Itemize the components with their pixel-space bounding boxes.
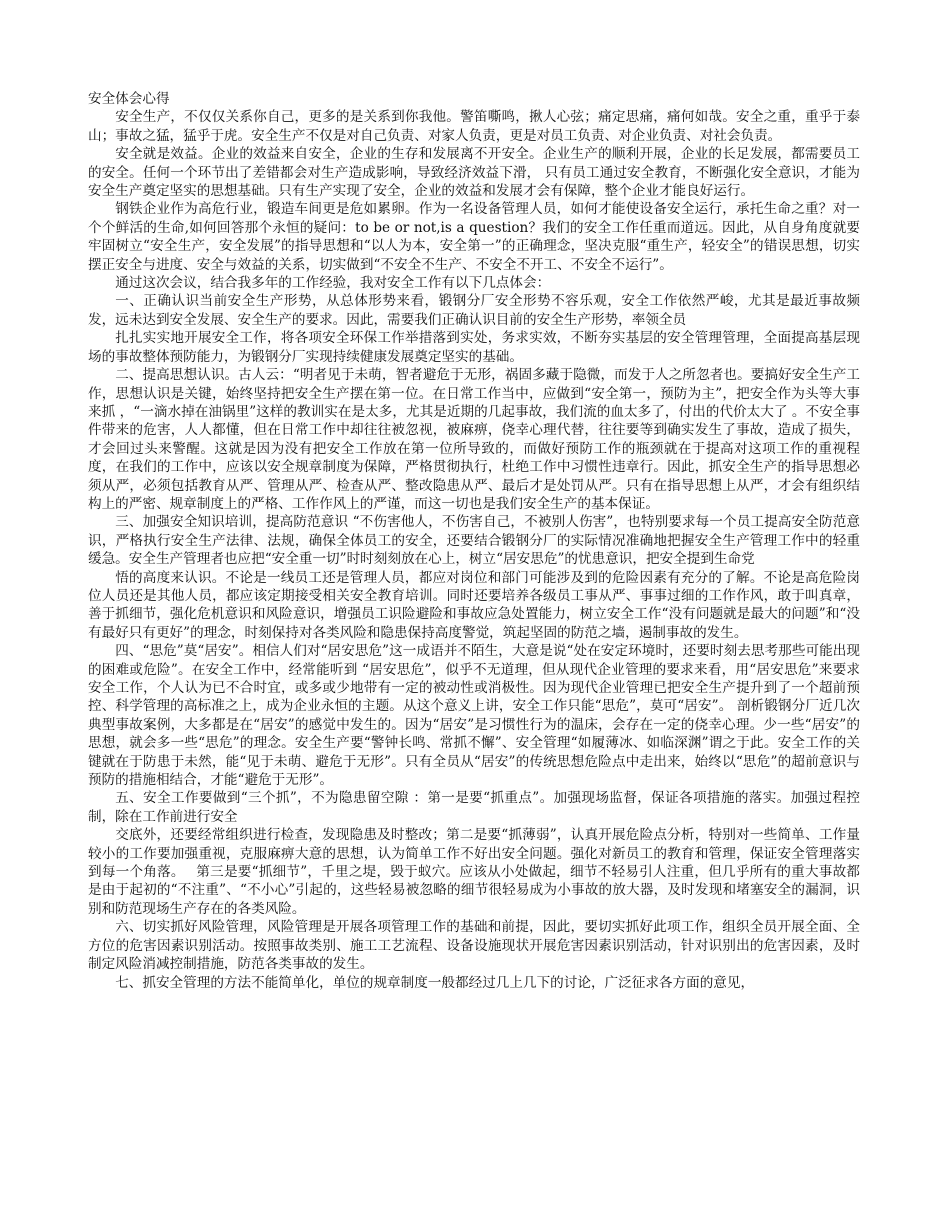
paragraph-point-seven: 七、抓安全管理的方法不能简单化，单位的规章制度一般都经过几上几下的讨论，广泛征求各方面的意见， [115, 974, 755, 991]
document-body [88, 90, 860, 992]
paragraph-point-three-continued: 悟的高度来认识。不论是一线员工还是管理人员，都应对岗位和部门可能涉及到的危险因素有充分的了解。不论是高危险岗位人员还是其他人员，都应该定期接受相关安全教育培训。同时还要培养各级员工事从严、事事过细的工作作风，敢于叫真章，善于抓细节，强化危机意识和风险意识，增强员工识险避险和事故应急处置能力，树立安全工作“没有问题就是最大的问题”和“没有最好只有更好”的理念，时刻保持对各类风险和隐患保持高度警觉，筑起坚固的防范之墙，遏制事故的发生。 [88, 569, 860, 641]
paragraph-point-four: 四、“思危”莫“居安”。相信人们对“居安思危”这一成语并不陌生，大意是说“处在安定环境时，还要时刻去思考那些可能出现的困难或危险”。在安全工作中，经常能听到 “居安思危”，似乎不无道理，但从现代企业管理的要求来看，用“居安思危”来要求安全工作，个人认为已不合时宜，或多或少地带有一定的被动性或消极性。因为现代企业管理已把安全生产提升到了一个超前预控、科学管理的高标准之上，成为企业永恒的主题。从这个意义上讲，安全工作只能“思危”，莫可“居安”。 剖析锻钢分厂近几次典型事故案例，大多都是在“居安”的感觉中发生的。因为“居安”是习惯性行为的温床，会存在一定的侥幸心理。少一些“居安”的思想，就会多一些“思危”的理念。安全生产要“警钟长鸣、常抓不懈”、安全管理“如履薄冰、如临深渊”谓之于此。安全工作的关键就在于防患于未然，能“见于未萌、避危于无形”。只有全员从“居安”的传统思想危险点中走出来，始终以“思危”的超前意识与预防的措施相结合，才能“避危于无形”。 [88, 643, 860, 789]
paragraph-steel-industry: 钢铁企业作为高危行业，锻造车间更是危如累卵。作为一名设备管理人员，如何才能使设备安全运行，承托生命之重？对一个个鲜活的生命,如何回答那个永恒的疑问：to be or not,is a question？我们的安全工作任重而道远。因此，从自身角度就要牢固树立“安全生产，安全发展”的指导思想和“以人为本，安全第一”的正确理念，坚决克服“重生产，轻安全”的错误思想，切实摆正安全与进度、安全与效益的关系，切实做到“不安全不生产、不安全不开工、不安全不运行”。 [88, 201, 860, 273]
paragraph-point-one-continued: 扎扎实实地开展安全工作，将各项安全环保工作举措落到实处，务求实效，不断夯实基层的安全管理管理，全面提高基层现场的事故整体预防能力，为锻钢分厂实现持续健康发展奠定坚实的基础。 [88, 330, 860, 365]
paragraph-meeting-summary: 通过这次会议，结合我多年的工作经验，我对安全工作有以下几点体会： [115, 275, 551, 292]
paragraph-intro: 安全生产，不仅仅关系你自己，更多的是关系到你我他。警笛嘶鸣，揪人心弦；痛定思痛，痛何如哉。安全之重，重乎于泰山；事故之猛，猛乎于虎。安全生产不仅是对自己负责、对家人负责，更是对员工负责、对企业负责、对社会负责。 [88, 109, 860, 144]
paragraph-point-one: 一、正确认识当前安全生产形势，从总体形势来看，锻钢分厂安全形势不容乐观，安全工作依然严峻，尤其是最近事故频发，远未达到安全发展、安全生产的要求。因此，需要我们正确认识目前的安全生产形势，率领全员 [88, 293, 860, 328]
document-title: 安全体会心得 [88, 91, 170, 107]
paragraph-point-five: 五、安全工作要做到“三个抓”，不为隐患留空隙 ：第一是要“抓重点”。加强现场监督，保证各项措施的落实。加强过程控制，除在工作前进行安全 [88, 790, 860, 825]
paragraph-point-six: 六、切实抓好风险管理，风险管理是开展各项管理工作的基础和前提，因此，要切实抓好此项工作，组织全员开展全面、全方位的危害因素识别活动。按照事故类别、施工工艺流程、设备设施现状开展危害因素识别活动，针对识别出的危害因素，及时制定风险消减控制措施，防范各类事故的发生。 [88, 919, 860, 973]
paragraph-point-two: 二、提高思想认识。古人云：“明者见于未萌，智者避危于无形，祸固多藏于隐微，而发于人之所忽者也。要搞好安全生产工作，思想认识是关键，始终坚持把安全生产摆在第一位。在日常工作当中，应做到“安全第一，预防为主”，把安全作为头等大事来抓 ，“一滴水掉在油锅里”这样的教训实在是太多，尤其是近期的几起事故，我们流的血太多了，付出的代价太大了 。不安全事件带来的危害，人人都懂，但在日常工作中却往往被忽视，被麻痹，侥幸心理代替，往往要等到确实发生了事故，造成了损失，才会回过头来警醒。这就是因为没有把安全工作放在第一位所导致的，而做好预防工作的瓶颈就在于提高对这项工作的重视程度，在我们的工作中，应该以安全规章制度为保障，严格贯彻执行，杜绝工作中习惯性违章行。因此，抓安全生产的指导思想必须从严，必须包括教育从严、管理从严、检查从严、整改隐患从严、最后才是处罚从严。只有在指导思想上从严，才会有组织结构上的严密、规章制度上的严格、工作作风上的严谨，而这一切也是我们安全生产的基本保证。 [88, 367, 860, 512]
paragraph-safety-benefit: 安全就是效益。企业的效益来自安全，企业的生存和发展离不开安全。企业生产的顺利开展，企业的长足发展，都需要员工的安全。任何一个环节出了差错都会对生产造成影响，导致经济效益下滑， 只有员工通过安全教育，不断强化安全意识，才能为安全生产奠定坚实的思想基础。只有生产实现了安全，企业的效益和发展才会有保障，整个企业才能良好运行。 [88, 146, 860, 200]
paragraph-point-five-continued: 交底外，还要经常组织进行检查，发现隐患及时整改；第二是要“抓薄弱”，认真开展危险点分析，特别对一些简单、工作量较小的工作要加强重视，克服麻痹大意的思想，认为简单工作不好出安全问题。强化对新员工的教育和管理，保证安全管理落实到每一个角落。 第三是要“抓细节”，千里之堤，毁于蚁穴。应该从小处做起，细节不轻易引人注重，但几乎所有的重大事故都是由于起初的“不注重”、“不小心”引起的，这些轻易被忽略的细节很轻易成为小事故的放大器，及时发现和堵塞安全的漏洞，识别和防范现场生产存在的各类风险。 [88, 827, 860, 917]
paragraph-point-three: 三、加强安全知识培训，提高防范意识 “不伤害他人，不伤害自己，不被别人伤害”，也特别要求每一个员工提高安全防范意识，严格执行安全生产法律、法规，确保全体员工的安全，还要结合锻钢分厂的实际情况准确地把握安全生产管理工作中的轻重缓急。安全生产管理者也应把“安全重一切”时时刻刻放在心上，树立“居安思危”的忧患意识，把安全提到生命党 [88, 514, 860, 568]
